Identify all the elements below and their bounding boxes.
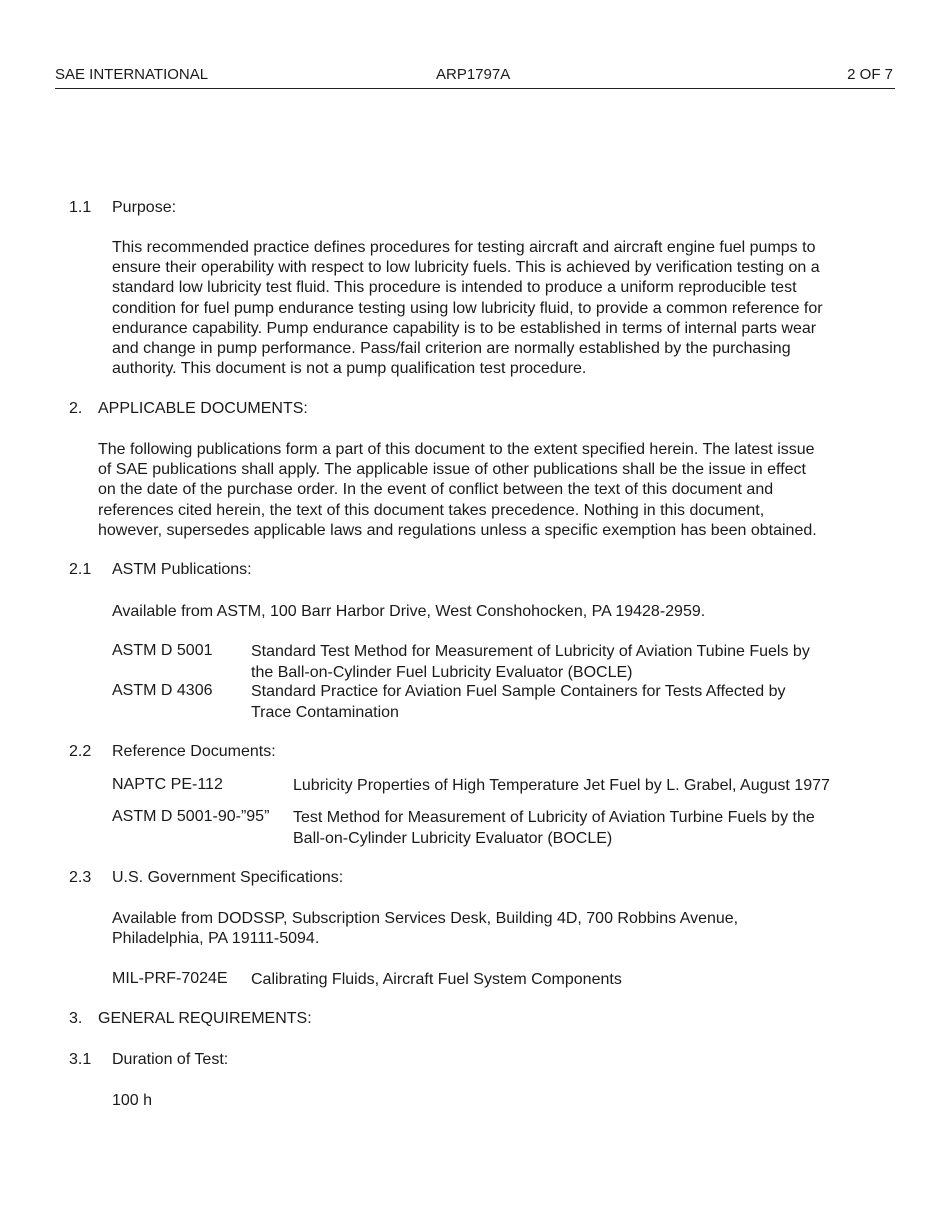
- reference-code: NAPTC PE-112: [112, 776, 223, 793]
- paragraph-line: references cited herein, the text of this document takes precedence. Nothing in this document,: [98, 501, 765, 519]
- description-line: Test Method for Measurement of Lubricity of Aviation Turbine Fuels by the: [293, 809, 815, 826]
- description-line: Trace Contamination: [251, 703, 399, 721]
- reference-code: ASTM D 5001-90-”95”: [112, 808, 270, 825]
- page-header: [55, 66, 895, 89]
- paragraph-line: condition for fuel pump endurance testing using low lubricity fluid, to provide a common reference for: [112, 299, 823, 317]
- duration-value: 100 h: [112, 1092, 153, 1109]
- paragraph-line: Available from DODSSP, Subscription Services Desk, Building 4D, 700 Robbins Avenue,: [112, 910, 739, 927]
- paragraph-line: The following publications form a part of this document to the extent specified herein. The latest issue: [98, 441, 815, 458]
- paragraph-line: Philadelphia, PA 19111-5094.: [112, 930, 320, 948]
- section-number: 3.: [69, 1010, 83, 1027]
- astm-availability: Available from ASTM, 100 Barr Harbor Drive, West Conshohocken, PA 19428-2959.: [112, 603, 706, 620]
- paragraph-line: on the date of the purchase order. In the event of conflict between the text of this document and: [98, 481, 774, 499]
- section-title: Duration of Test:: [112, 1051, 229, 1068]
- section-number: 2.: [69, 400, 83, 417]
- paragraph-line: and change in pump performance. Pass/fail criterion are normally established by the purchasing: [112, 340, 791, 358]
- paragraph-line: standard low lubricity test fluid. This procedure is intended to produce a uniform reproducible test: [112, 279, 797, 297]
- paragraph-line: endurance capability. Pump endurance capability is to be established in terms of internal parts wear: [112, 319, 817, 337]
- description-line: Ball-on-Cylinder Lubricity Evaluator (BOCLE): [293, 829, 613, 847]
- reference-code: ASTM D 5001: [112, 642, 213, 659]
- reference-description: Calibrating Fluids, Aircraft Fuel System Components: [251, 971, 622, 988]
- section-number: 2.3: [69, 869, 92, 886]
- reference-description: [251, 642, 810, 683]
- section-title: ASTM Publications:: [112, 561, 252, 578]
- section-number: 1.1: [69, 199, 92, 216]
- section-title: Purpose:: [112, 199, 177, 216]
- section-title: APPLICABLE DOCUMENTS:: [98, 400, 308, 417]
- description-line: Standard Practice for Aviation Fuel Sample Containers for Tests Affected by: [251, 683, 786, 700]
- paragraph-line: ensure their operability with respect to low lubricity fuels. This is achieved by verification testing on a: [112, 259, 820, 277]
- description-line: Standard Test Method for Measurement of Lubricity of Aviation Tubine Fuels by: [251, 643, 810, 660]
- reference-code: MIL-PRF-7024E: [112, 970, 228, 987]
- paragraph-line: of SAE publications shall apply. The applicable issue of other publications shall be the issue in effect: [98, 461, 806, 479]
- paragraph-line: This recommended practice defines procedures for testing aircraft and aircraft engine fuel pumps to: [112, 239, 816, 256]
- header-organization: SAE INTERNATIONAL: [55, 66, 209, 83]
- applicable-paragraph: [98, 440, 817, 541]
- usgov-availability: [112, 909, 738, 949]
- section-number: 3.1: [69, 1051, 92, 1068]
- section-title: Reference Documents:: [112, 743, 276, 760]
- paragraph-line: however, supersedes applicable laws and regulations unless a specific exemption has been obtained.: [98, 521, 817, 539]
- section-number: 2.2: [69, 743, 92, 760]
- description-line: the Ball-on-Cylinder Fuel Lubricity Evaluator (BOCLE): [251, 663, 633, 681]
- reference-description: [251, 682, 786, 723]
- header-page-number: 2 OF 7: [847, 66, 893, 83]
- reference-code: ASTM D 4306: [112, 682, 213, 699]
- reference-description: [293, 776, 830, 797]
- section-title: GENERAL REQUIREMENTS:: [98, 1010, 312, 1027]
- purpose-paragraph: [112, 238, 823, 379]
- paragraph-line: authority. This document is not a pump qualification test procedure.: [112, 360, 587, 378]
- description-line: Lubricity Properties of High Temperature Jet Fuel by L. Grabel, August 1977: [293, 777, 830, 794]
- section-title: U.S. Government Specifications:: [112, 869, 344, 886]
- section-number: 2.1: [69, 561, 92, 578]
- reference-description: [293, 808, 815, 849]
- header-document-number: ARP1797A: [436, 66, 511, 83]
